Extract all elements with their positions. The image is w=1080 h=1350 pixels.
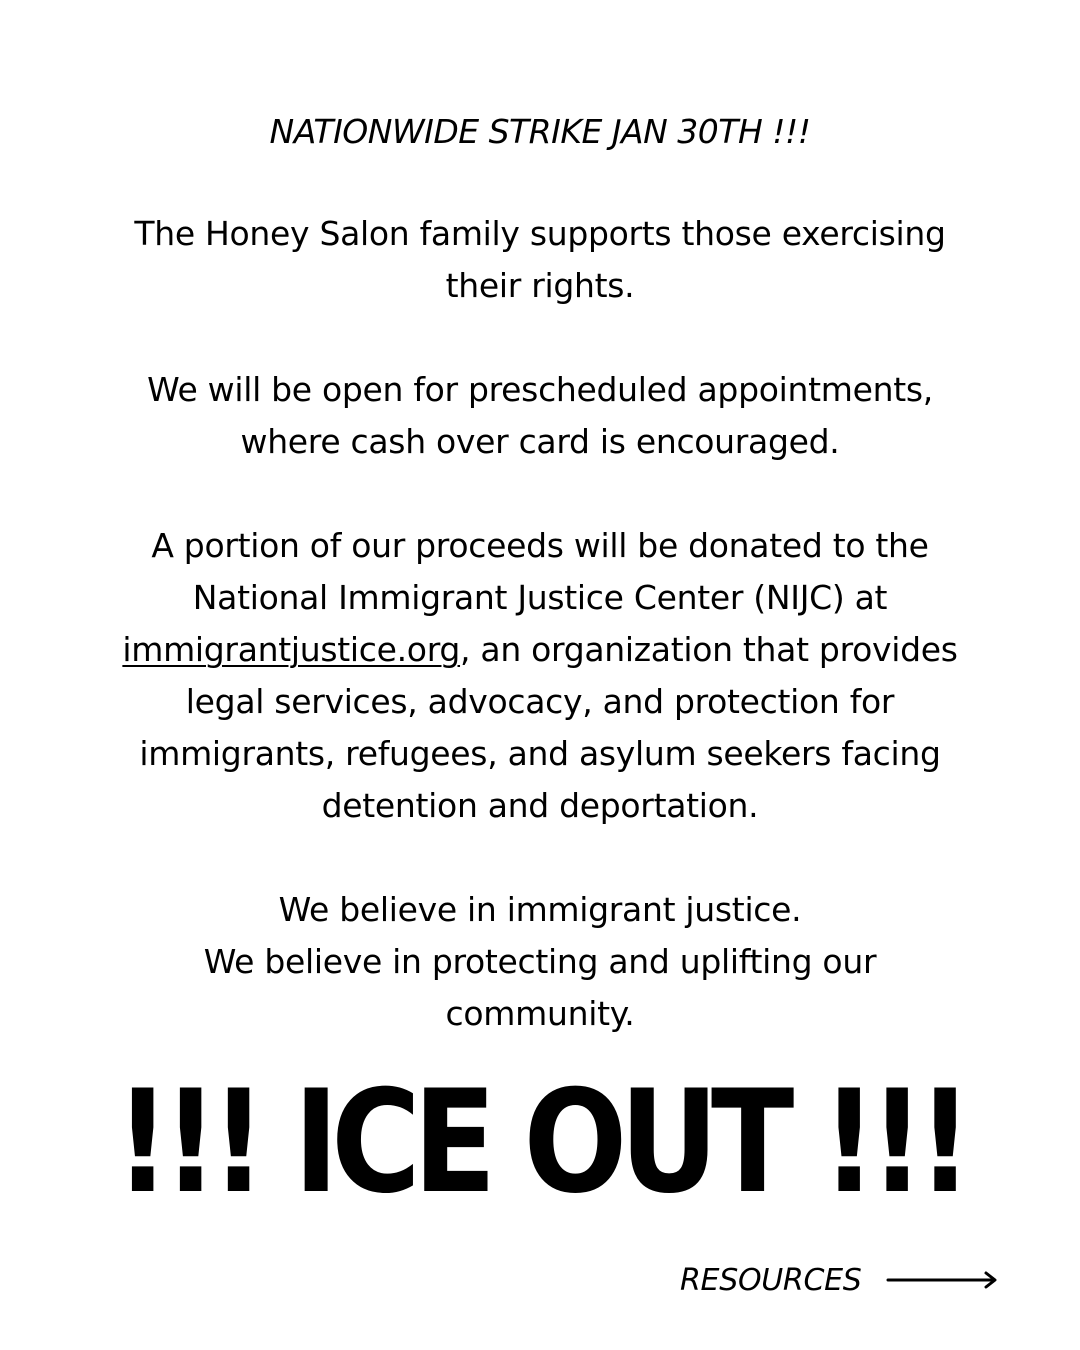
support-line-1: The Honey Salon family supports those exercising [134, 214, 946, 253]
donation-line-5: immigrants, refugees, and asylum seekers facing [139, 734, 941, 773]
belief-line-1: We believe in immigrant justice. [278, 890, 802, 929]
donation-paragraph [60, 520, 1020, 832]
immigrantjustice-link[interactable]: immigrantjustice.org [122, 630, 461, 669]
donation-line-3 [60, 624, 1020, 676]
arrow-right-icon [886, 1270, 998, 1290]
support-line-2: their rights. [445, 266, 635, 305]
ice-out-slogan: !!! ICE OUT !!! [114, 1060, 966, 1225]
appointments-line-2: where cash over card is encouraged. [240, 422, 840, 461]
resources-button[interactable] [680, 1258, 998, 1302]
belief-line-2: We believe in protecting and uplifting our [203, 942, 877, 981]
belief-paragraph [60, 884, 1020, 1040]
donation-line-4: legal services, advocacy, and protection for [185, 682, 895, 721]
donation-line-3-text: , an organization that provides [460, 630, 958, 669]
donation-line-1: A portion of our proceeds will be donated to the [151, 526, 929, 565]
strike-heading: NATIONWIDE STRIKE JAN 30TH !!! [269, 112, 811, 151]
appointments-paragraph [60, 364, 1020, 468]
donation-line-6: detention and deportation. [321, 786, 759, 825]
belief-line-3: community. [445, 994, 635, 1033]
appointments-line-1: We will be open for prescheduled appointments, [147, 370, 933, 409]
resources-label: RESOURCES [680, 1262, 862, 1298]
support-paragraph [60, 208, 1020, 312]
donation-line-2: National Immigrant Justice Center (NIJC) at [192, 578, 888, 617]
